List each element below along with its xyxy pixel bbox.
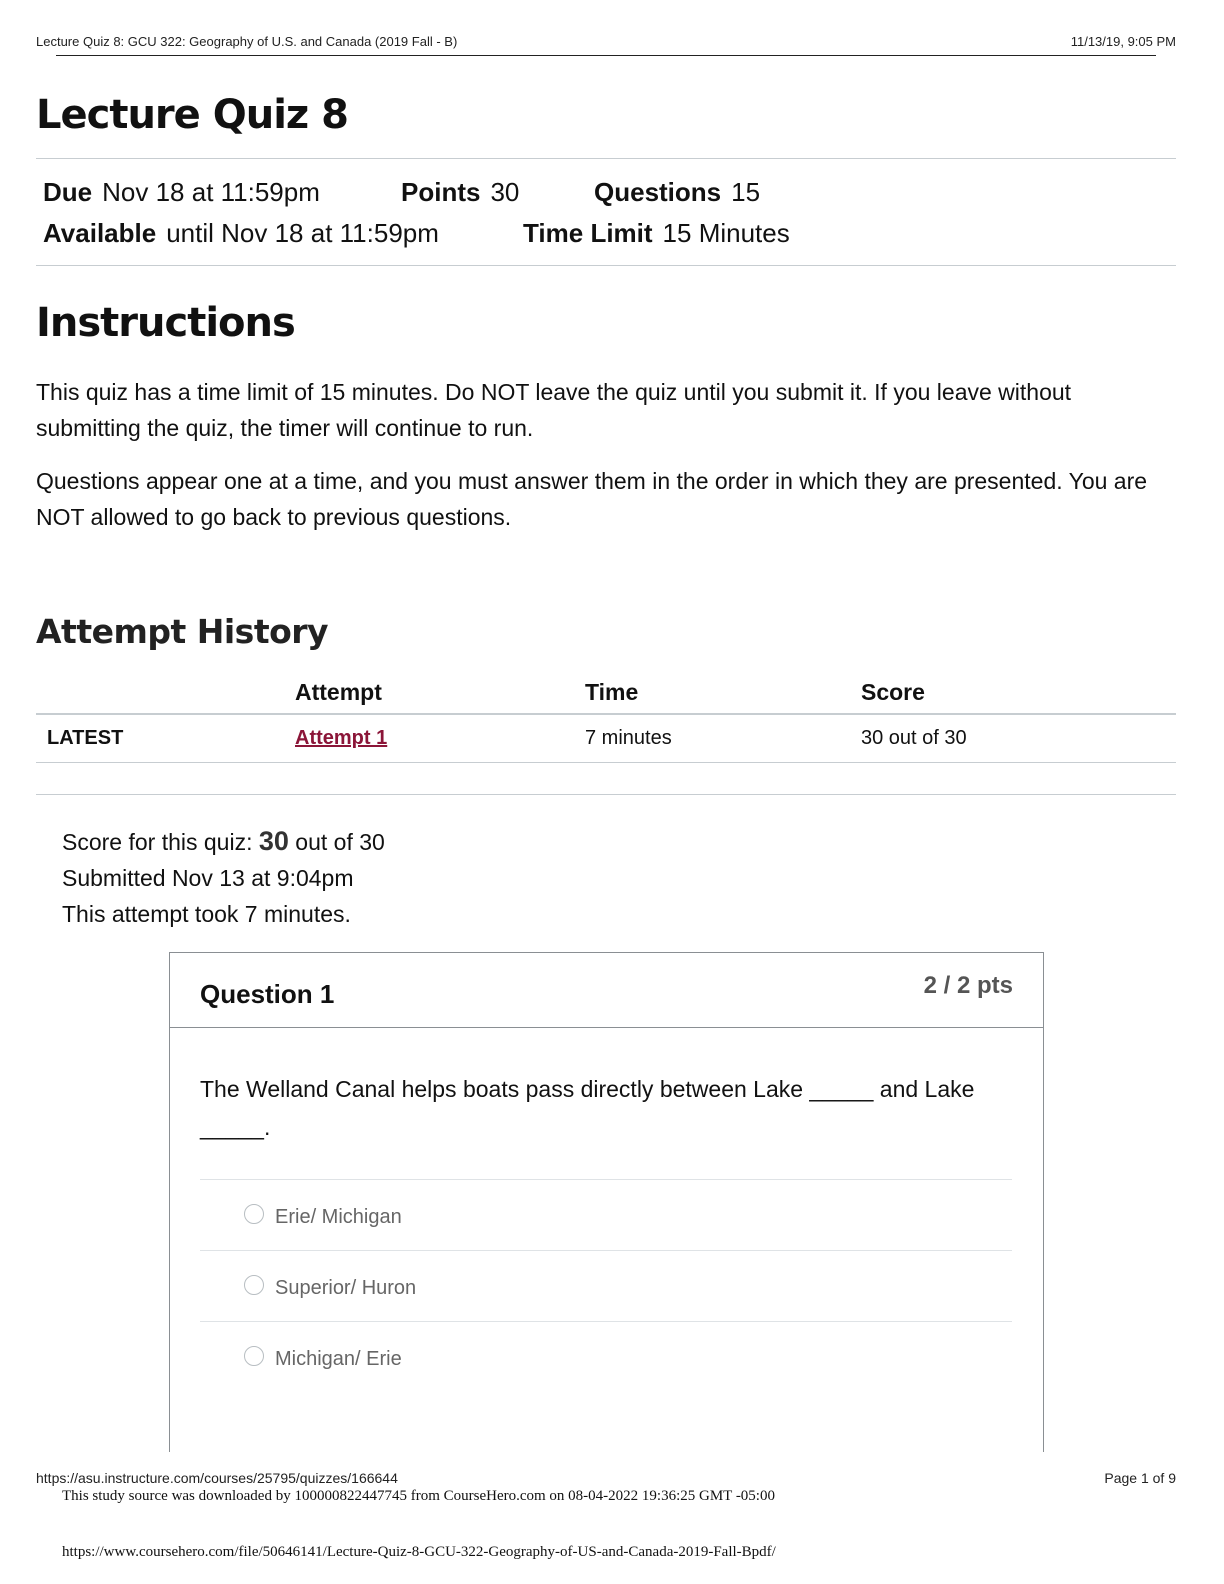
score-prefix: Score for this quiz: [62,829,259,855]
answer-option[interactable] [200,1321,1012,1392]
study-source-note: This study source was downloaded by 100000822447745 from CourseHero.com on 08-04-2022 19:36:25 GMT -05:00 [62,1488,775,1504]
instructions-paragraph-2: Questions appear one at a time, and you must answer them in the order in which they are presented. You are NOT allowed to go back to previous questions. [36,468,1148,530]
question-text: The Welland Canal helps boats pass directly between Lake _____ and Lake _____. [200,1076,975,1140]
answer-label: Erie/ Michigan [275,1206,402,1228]
column-header-label [36,672,295,714]
attempt-history-heading: Attempt History [36,612,329,651]
meta-divider [36,265,1176,266]
attempt-cell [295,714,585,762]
print-header-title: Lecture Quiz 8: GCU 322: Geography of U.S. and Canada (2019 Fall - B) [36,34,458,49]
questions-info [594,177,760,208]
radio-icon[interactable] [244,1275,264,1295]
attempt-score: 30 out of 30 [861,714,1176,762]
title-divider [36,158,1176,159]
time-limit-value: 15 Minutes [662,218,790,248]
attempt-history-table [36,672,1176,763]
question-title: Question 1 [200,979,335,1009]
questions-label: Questions [594,177,722,207]
submitted-line: Submitted Nov 13 at 9:04pm [62,865,354,891]
available-value: until Nov 18 at 11:59pm [166,218,439,248]
row-label-latest: LATEST [36,714,295,762]
time-limit-label: Time Limit [523,218,653,248]
instructions-paragraph-1: This quiz has a time limit of 15 minutes. Do NOT leave the quiz until you submit it. If you leave without submitting the quiz, the timer will continue to run. [36,379,1072,441]
radio-icon[interactable] [244,1204,264,1224]
questions-value: 15 [731,177,761,207]
available-info [43,218,439,249]
due-value: Nov 18 at 11:59pm [102,177,320,207]
question-card [169,952,1044,1452]
score-summary [62,823,385,932]
due-label: Due [43,177,93,207]
coursehero-url: https://www.coursehero.com/file/50646141/Lecture-Quiz-8-GCU-322-Geography-of-US-and-Canada-2019-Fall-Bpdf/ [62,1544,776,1560]
question-points: 2 / 2 pts [923,972,1013,999]
score-value: 30 [258,826,289,856]
instructions-heading: Instructions [36,300,295,346]
page-title: Lecture Quiz 8 [36,92,348,138]
points-label: Points [401,177,481,207]
radio-icon[interactable] [244,1346,264,1366]
answer-label: Michigan/ Erie [275,1348,402,1370]
answer-option[interactable] [200,1250,1012,1321]
score-line [62,823,385,860]
footer-url: https://asu.instructure.com/courses/25795/quizzes/166644 [36,1470,398,1486]
answer-option[interactable] [200,1179,1012,1250]
column-header-score: Score [861,679,925,705]
print-header [36,34,1176,56]
available-label: Available [43,218,157,248]
attempt-1-link[interactable]: Attempt 1 [295,726,388,749]
attempt-time: 7 minutes [585,714,861,762]
points-value: 30 [490,177,520,207]
due-info [43,177,320,208]
score-suffix: out of 30 [288,829,385,855]
points-info [401,177,519,208]
time-limit-info [523,218,790,249]
print-header-datetime: 11/13/19, 9:05 PM [1070,34,1176,49]
column-header-attempt: Attempt [295,679,382,705]
answer-label: Superior/ Huron [275,1277,417,1299]
table-row [36,714,1176,762]
duration-line: This attempt took 7 minutes. [62,901,351,927]
attempt-table-header-row [36,672,1176,714]
question-header [170,953,1043,1028]
footer-page-number: Page 1 of 9 [1104,1470,1176,1486]
attempt-divider [36,794,1176,795]
print-header-divider [56,55,1156,56]
column-header-time: Time [585,679,639,705]
